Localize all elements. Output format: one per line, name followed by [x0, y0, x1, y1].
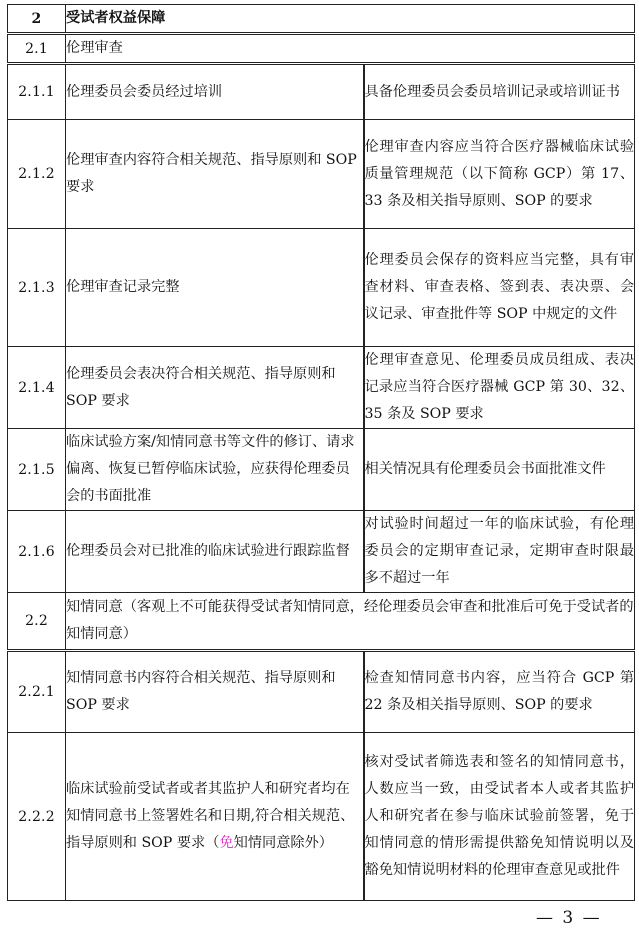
item-requirement: 伦理审查意见、伦理委员成员组成、表决记录应当符合医疗器械 GCP 第 30、32、35 条及 SOP 要求: [364, 347, 635, 429]
item-number: 2.1.3: [8, 229, 66, 347]
section-number: 2: [8, 5, 66, 34]
item-requirement: 伦理审查内容应当符合医疗器械临床试验质量管理规范（以下简称 GCP）第 17、33 条及相关指导原则、SOP 的要求: [364, 120, 635, 229]
table-row: [8, 733, 635, 901]
item-content: [66, 733, 364, 901]
item-content: 临床试验方案/知情同意书等文件的修订、请求偏离、恢复已暂停临床试验，应获得伦理委员会的书面批准: [66, 429, 364, 511]
page-number: — 3 —: [536, 908, 602, 928]
subsection-row: [8, 593, 635, 651]
subsection-number: 2.1: [8, 34, 66, 64]
item-content: 伦理审查内容符合相关规范、指导原则和 SOP 要求: [66, 120, 364, 229]
subsection-title: 知情同意（客观上不可能获得受试者知情同意，经伦理委员会审查和批准后可免于受试者的知情同意）: [66, 593, 635, 651]
table-row: [8, 347, 635, 429]
item-number: 2.1.2: [8, 120, 66, 229]
item-number: 2.1.5: [8, 429, 66, 511]
subsection-row: [8, 34, 635, 64]
item-requirement: 检查知情同意书内容，应当符合 GCP 第 22 条及相关指导原则、SOP 的要求: [364, 651, 635, 733]
item-content: 伦理审查记录完整: [66, 229, 364, 347]
table-row: [8, 229, 635, 347]
item-text: 知情同意除外）: [233, 835, 333, 851]
section-row: [8, 5, 635, 34]
table-row: [8, 511, 635, 593]
item-number: 2.1.4: [8, 347, 66, 429]
table-row: [8, 429, 635, 511]
item-number: 2.1.6: [8, 511, 66, 593]
item-content: 伦理委员会表决符合相关规范、指导原则和 SOP 要求: [66, 347, 364, 429]
item-number: 2.2.2: [8, 733, 66, 901]
item-content: 伦理委员会对已批准的临床试验进行跟踪监督: [66, 511, 364, 593]
item-requirement: 核对受试者筛选表和签名的知情同意书，人数应当一致，由受试者本人或者其监护人和研究者在参与临床试验前签署，免于知情同意的情形需提供豁免知情说明以及豁免知情说明材料的伦理审查意见或批件: [364, 733, 635, 901]
highlighted-char: 免: [219, 835, 234, 851]
table-row: [8, 651, 635, 733]
item-content: 伦理委员会委员经过培训: [66, 64, 364, 120]
table-row: [8, 64, 635, 120]
subsection-number: 2.2: [8, 593, 66, 651]
item-text: 临床试验前受试者或者其监护人和研究者均在知情同意书上签署姓名和日期,符合相关规范、指导原则和 SOP 要求（: [66, 781, 355, 851]
item-requirement: 具备伦理委员会委员培训记录或培训证书: [364, 64, 635, 120]
item-requirement: 对试验时间超过一年的临床试验，有伦理委员会的定期审查记录，定期审查时限最多不超过一年: [364, 511, 635, 593]
item-requirement: 相关情况具有伦理委员会书面批准文件: [364, 429, 635, 511]
item-requirement: 伦理委员会保存的资料应当完整，具有审查材料、审查表格、签到表、表决票、会议记录、审查批件等 SOP 中规定的文件: [364, 229, 635, 347]
checklist-table: [7, 4, 635, 901]
table-row: [8, 120, 635, 229]
item-number: 2.2.1: [8, 651, 66, 733]
section-title: 受试者权益保障: [66, 5, 635, 34]
item-content: 知情同意书内容符合相关规范、指导原则和 SOP 要求: [66, 651, 364, 733]
item-number: 2.1.1: [8, 64, 66, 120]
subsection-title: 伦理审查: [66, 34, 635, 64]
